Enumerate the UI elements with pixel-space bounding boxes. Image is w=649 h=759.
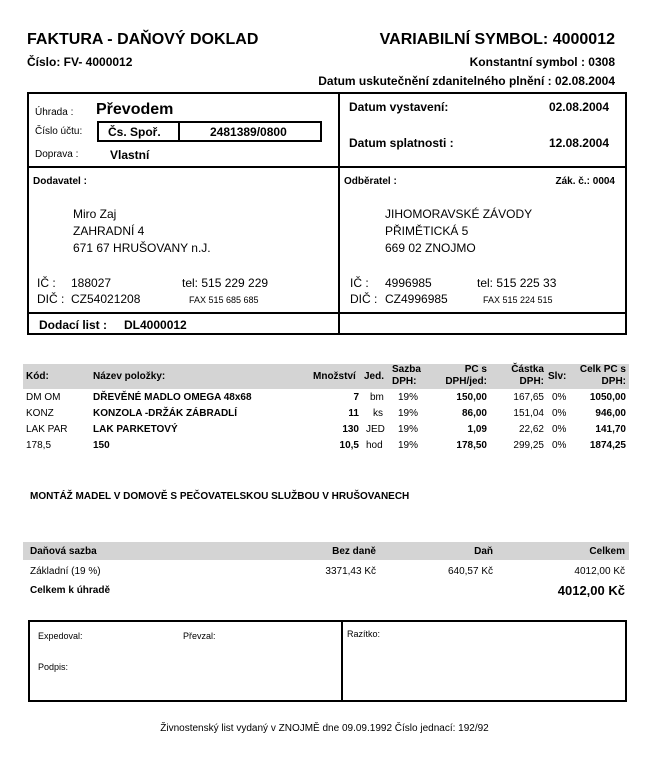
item-rate: 19% [398, 440, 419, 451]
item-total: 141,70 [595, 424, 626, 435]
item-discount: 0% [552, 424, 567, 435]
col-rate-1: Sazba [392, 364, 421, 375]
summary-base: 3371,43 Kč [325, 566, 376, 577]
col-vat-1: Částka [511, 364, 544, 375]
invoice-note: MONTÁŽ MADEL V DOMOVĚ S PEČOVATELSKOU SLUŽBOU V HRUŠOVANECH [30, 491, 410, 502]
item-name: LAK PARKETOVÝ [93, 424, 178, 435]
summary-col-total: Celkem [589, 546, 625, 557]
signature-label: Podpis: [38, 662, 69, 672]
item-discount: 0% [552, 408, 567, 419]
col-name: Název položky: [93, 371, 166, 382]
signature-divider [341, 620, 343, 702]
item-discount: 0% [552, 392, 567, 403]
item-price: 178,50 [456, 440, 487, 451]
document-title: FAKTURA - DAŇOVÝ DOKLAD [27, 31, 259, 48]
summary-total: 4012,00 Kč [574, 566, 625, 577]
summary-rate: Základní (19 %) [30, 566, 101, 577]
item-qty: 130 [342, 424, 359, 435]
item-code: KONZ [26, 408, 54, 419]
col-total-2: DPH: [601, 376, 626, 387]
grand-total-value: 4012,00 Kč [557, 583, 625, 598]
item-qty: 7 [353, 392, 359, 403]
summary-tax: 640,57 Kč [447, 566, 493, 577]
signature-box [28, 620, 627, 702]
item-total: 1874,25 [589, 440, 626, 451]
item-name: 150 [93, 440, 110, 451]
payment-method-value: Převodem [96, 101, 174, 118]
item-rate: 19% [398, 392, 419, 403]
stamp-label: Razítko: [347, 629, 381, 639]
supplier-tel: tel: 515 229 229 [182, 276, 269, 290]
due-date-value: 12.08.2004 [548, 136, 609, 150]
delivery-note-label: Dodací list : [39, 318, 108, 332]
item-rate: 19% [398, 408, 419, 419]
customer-ic-label: IČ : [350, 276, 369, 290]
item-price: 1,09 [467, 424, 487, 435]
item-code: LAK PAR [26, 424, 68, 435]
item-code: 178,5 [26, 440, 52, 451]
delivery-note-value: DL4000012 [124, 318, 187, 332]
issue-date-label: Datum vystavení: [349, 100, 449, 114]
item-qty: 11 [348, 408, 359, 419]
customer-city: 669 02 ZNOJMO [385, 241, 476, 255]
account-label: Číslo účtu: [35, 126, 83, 137]
received-by-label: Převzal: [183, 631, 216, 641]
item-vat: 167,65 [513, 392, 544, 403]
customer-fax: FAX 515 224 515 [483, 295, 553, 305]
shipped-by-label: Expedoval: [38, 631, 83, 641]
col-rate-2: DPH: [392, 376, 417, 387]
summary-col-rate: Daňová sazba [30, 546, 97, 557]
item-total: 946,00 [595, 408, 626, 419]
issue-date-value: 02.08.2004 [548, 100, 609, 114]
item-name: DŘEVĚNÉ MADLO OMEGA 48x68 [93, 392, 252, 403]
customer-label: Odběratel : [344, 176, 397, 187]
item-price: 150,00 [456, 392, 487, 403]
supplier-dic-label: DIČ : [37, 292, 65, 306]
item-price: 86,00 [461, 408, 487, 419]
payment-method-label: Úhrada : [35, 107, 74, 118]
customer-street: PŘIMĚTICKÁ 5 [385, 224, 469, 238]
customer-ic: 4996985 [385, 276, 432, 290]
account-number: 2481389/0800 [210, 125, 287, 139]
item-vat: 151,04 [513, 408, 544, 419]
item-unit: JED [366, 424, 385, 435]
customer-name: JIHOMORAVSKÉ ZÁVODY [385, 207, 533, 221]
supplier-dic: CZ54021208 [71, 292, 141, 306]
item-discount: 0% [552, 440, 567, 451]
column-divider [338, 92, 340, 335]
item-rate: 19% [398, 424, 419, 435]
col-price-1: PC s [464, 364, 487, 375]
customer-dic: CZ4996985 [385, 292, 448, 306]
invoice-number: Číslo: FV- 4000012 [27, 55, 133, 69]
transport-value: Vlastní [110, 148, 150, 162]
col-discount: Slv: [548, 371, 567, 382]
bank-name: Čs. Spoř. [108, 125, 161, 139]
row-divider [27, 312, 627, 314]
constant-symbol: Konstantní symbol : 0308 [469, 55, 615, 69]
summary-col-base: Bez daně [332, 546, 376, 557]
customer-tel: tel: 515 225 33 [477, 276, 557, 290]
trade-license-footer: Živnostenský list vydaný v ZNOJMĚ dne 09.09.1992 Číslo jednací: 192/92 [160, 723, 489, 734]
supplier-ic: 188027 [71, 276, 112, 290]
item-name: KONZOLA -DRŽÁK ZÁBRADLÍ [93, 408, 238, 419]
item-total: 1050,00 [589, 392, 626, 403]
col-unit: Jed. [364, 371, 385, 382]
customer-number: Zák. č.: 0004 [555, 176, 615, 187]
item-unit: ks [373, 408, 383, 419]
col-code: Kód: [26, 371, 49, 382]
customer-dic-label: DIČ : [350, 292, 378, 306]
supplier-label: Dodavatel : [33, 176, 87, 187]
supplier-street: ZAHRADNÍ 4 [73, 224, 145, 238]
due-date-label: Datum splatnosti : [349, 136, 454, 150]
taxable-supply-date: Datum uskutečnění zdanitelného plnění : 02.08.2004 [318, 74, 615, 88]
transport-label: Doprava : [35, 149, 79, 160]
summary-col-tax: Daň [474, 546, 493, 557]
supplier-fax: FAX 515 685 685 [189, 295, 259, 305]
row-divider [27, 166, 627, 168]
supplier-ic-label: IČ : [37, 276, 56, 290]
col-price-2: DPH/jed: [445, 376, 487, 387]
item-code: DM OM [26, 392, 61, 403]
item-unit: hod [366, 440, 383, 451]
summary-header-bar [23, 542, 629, 560]
col-total-1: Celk PC s [579, 364, 626, 375]
item-qty: 10,5 [339, 440, 359, 451]
col-qty: Množství [313, 371, 356, 382]
supplier-city: 671 67 HRUŠOVANY n.J. [73, 241, 211, 255]
item-unit: bm [370, 392, 384, 403]
variable-symbol: VARIABILNÍ SYMBOL: 4000012 [379, 31, 615, 48]
supplier-name: Miro Zaj [73, 207, 117, 221]
col-vat-2: DPH: [519, 376, 544, 387]
item-vat: 22,62 [518, 424, 544, 435]
grand-total-label: Celkem k úhradě [30, 585, 111, 596]
item-vat: 299,25 [513, 440, 544, 451]
